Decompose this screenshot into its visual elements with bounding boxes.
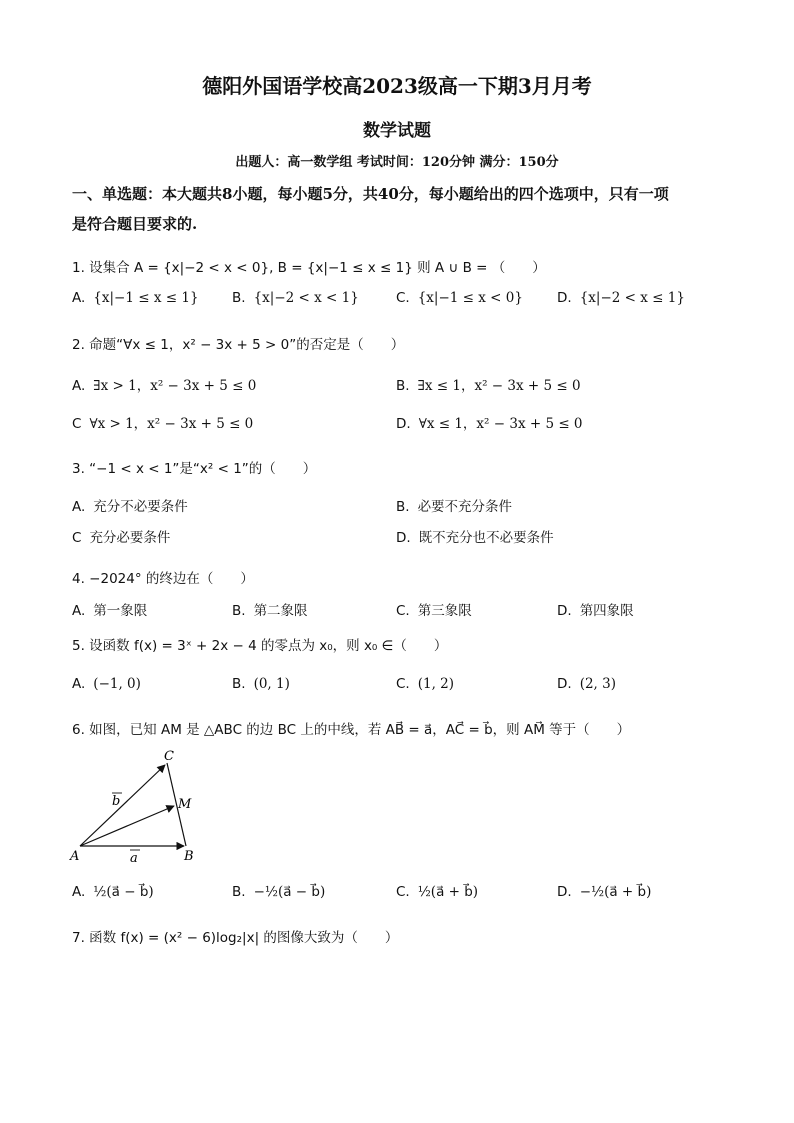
q1-option-b: B. {x|−2 < x < 1} bbox=[232, 290, 359, 306]
vector-ac bbox=[80, 765, 165, 846]
q2-option-d: D. ∀x ≤ 1，x² − 3x + 5 ≤ 0 bbox=[396, 416, 583, 432]
q1-option-c: C. {x|−1 ≤ x < 0} bbox=[396, 290, 523, 306]
label-c-vertex: C bbox=[164, 750, 174, 764]
q2-option-b: B. ∃x ≤ 1，x² − 3x + 5 ≤ 0 bbox=[396, 378, 581, 394]
question-7-stem: 7. 函数 f(x) = (x² − 6)log₂|x| 的图像大致为（ ） bbox=[72, 930, 399, 946]
section-heading-line1: 一、单选题：本大题共8小题，每小题5分，共40分，每小题给出的四个选项中，只有一项 bbox=[72, 185, 669, 203]
q5-option-b: B. (0, 1) bbox=[232, 676, 290, 692]
label-vector-b: b bbox=[112, 794, 121, 809]
q3-option-b: B. 必要不充分条件 bbox=[396, 499, 513, 515]
question-1-stem: 1. 设集合 A = {x|−2 < x < 0}, B = {x|−1 ≤ x ≤ 1} 则 A ∪ B = （ ） bbox=[72, 260, 546, 276]
q4-option-b: B. 第二象限 bbox=[232, 603, 308, 619]
q6-option-b: B. −½(a⃗ − b⃗) bbox=[232, 884, 326, 900]
q4-option-c: C. 第三象限 bbox=[396, 603, 472, 619]
q4-option-a: A. 第一象限 bbox=[72, 603, 148, 619]
triangle-figure bbox=[68, 750, 208, 865]
q2-option-a: A. ∃x > 1，x² − 3x + 5 ≤ 0 bbox=[72, 378, 257, 394]
q3-option-c: C 充分必要条件 bbox=[72, 530, 171, 546]
q2-option-c: C ∀x > 1，x² − 3x + 5 ≤ 0 bbox=[72, 416, 254, 432]
question-6-stem: 6. 如图，已知 AM 是 △ABC 的边 BC 上的中线，若 AB⃗ = a⃗，AC⃗ = b⃗，则 AM⃗ 等于（ ） bbox=[72, 722, 631, 738]
q3-option-a: A. 充分不必要条件 bbox=[72, 499, 188, 515]
question-3-stem: 3. “−1 < x < 1”是“x² < 1”的（ ） bbox=[72, 461, 317, 477]
page-subtitle: 数学试题 bbox=[363, 121, 431, 141]
q5-option-c: C. (1, 2) bbox=[396, 676, 455, 692]
exam-info: 出题人：高一数学组 考试时间：120分钟 满分：150分 bbox=[235, 155, 559, 170]
question-4-stem: 4. −2024° 的终边在（ ） bbox=[72, 571, 254, 587]
q5-option-a: A. (−1, 0) bbox=[72, 676, 141, 692]
q6-option-c: C. ½(a⃗ + b⃗) bbox=[396, 884, 479, 900]
q6-option-a: A. ½(a⃗ − b⃗) bbox=[72, 884, 154, 900]
question-5-stem: 5. 设函数 f(x) = 3ˣ + 2x − 4 的零点为 x₀，则 x₀ ∈（ ） bbox=[72, 638, 448, 654]
q1-option-a: A. {x|−1 ≤ x ≤ 1} bbox=[72, 290, 199, 306]
label-a-vertex: A bbox=[70, 849, 80, 864]
label-m-point: M bbox=[178, 797, 192, 812]
section-heading-line2: 是符合题目要求的. bbox=[72, 215, 198, 233]
page-title: 德阳外国语学校高2023级高一下期3月月考 bbox=[202, 74, 592, 98]
q6-option-d: D. −½(a⃗ + b⃗) bbox=[557, 884, 652, 900]
question-2-stem: 2. 命题“∀x ≤ 1，x² − 3x + 5 > 0”的否定是（ ） bbox=[72, 337, 405, 353]
q4-option-d: D. 第四象限 bbox=[557, 603, 634, 619]
label-b-vertex: B bbox=[184, 849, 194, 864]
q3-option-d: D. 既不充分也不必要条件 bbox=[396, 530, 554, 546]
label-vector-a: a bbox=[130, 851, 138, 865]
vector-am bbox=[80, 806, 174, 846]
q5-option-d: D. (2, 3) bbox=[557, 676, 616, 692]
q1-option-d: D. {x|−2 < x ≤ 1} bbox=[557, 290, 685, 306]
